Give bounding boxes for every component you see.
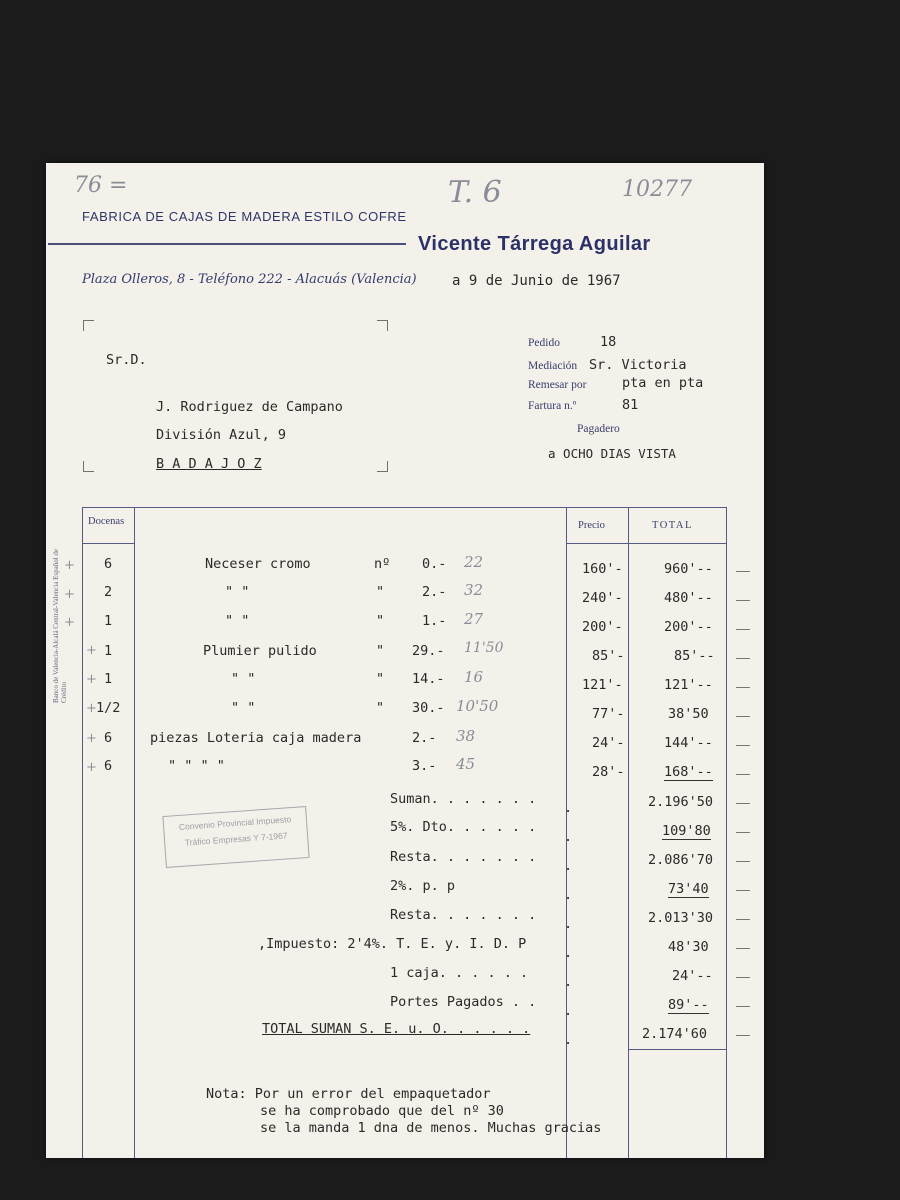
row-qty: 1 — [104, 613, 113, 629]
summary-label: Suman. . . . . . . — [390, 791, 537, 807]
pencil-dash — [736, 977, 750, 978]
col-total-header: TOTAL — [652, 520, 693, 531]
pencil-dash — [736, 600, 750, 601]
row-desc: " " — [225, 584, 250, 600]
row-ref: 3.- — [412, 758, 437, 774]
summary-label: ,Impuesto: 2'4%. T. E. y. I. D. P — [258, 936, 527, 952]
row-ref: 0.- — [422, 556, 447, 572]
stamp-line-1: Convenio Provincial Impuesto — [178, 814, 292, 832]
pencil-dash — [736, 890, 750, 891]
row-handwritten-cost: 10'50 — [456, 697, 499, 715]
row-ref: 1.- — [422, 613, 447, 629]
invoice-paper — [46, 163, 764, 1158]
summary-label: Resta. . . . . . . — [390, 849, 537, 865]
handwritten-note-left: 76 = — [74, 173, 128, 198]
row-total: 85'-- — [674, 648, 715, 664]
pencil-check-mark: + — [64, 558, 75, 573]
col-precio-header: Precio — [578, 520, 605, 531]
total-right-rule — [726, 507, 727, 1158]
row-qty: 6 — [104, 556, 113, 572]
remesar-label: Remesar por — [528, 379, 587, 391]
grand-total-value: 2.174'60 — [642, 1026, 708, 1042]
invoice-date: a 9 de Junio de 1967 — [452, 273, 621, 289]
row-total: 38'50 — [668, 706, 709, 722]
remesar-value: pta en pta — [622, 375, 704, 391]
price-header-rule — [566, 543, 726, 544]
summary-label: 1 caja. . . . . . — [390, 965, 529, 981]
col-docenas-header: Docenas — [88, 516, 125, 527]
row-handwritten-cost: 11'50 — [464, 640, 504, 656]
pencil-check-mark: + — [64, 615, 75, 630]
row-desc: Neceser cromo — [205, 556, 311, 572]
pencil-check-mark: + — [86, 760, 97, 775]
row-handwritten-cost: 32 — [464, 581, 484, 599]
row-no: " — [376, 613, 385, 629]
row-desc: " " " " — [168, 758, 225, 774]
window-corner-bl — [83, 461, 94, 472]
pencil-check-mark: + — [86, 701, 97, 716]
docenas-col-rule — [134, 507, 135, 1158]
summary-value: 2.013'30 — [648, 910, 714, 926]
recipient-city: B A D A J O Z — [156, 456, 262, 472]
row-total: 168'-- — [664, 764, 713, 780]
table-top-rule — [82, 507, 727, 508]
row-price: 160'- — [582, 561, 623, 577]
pencil-dash — [736, 745, 750, 746]
stamp-line-2: Tráfico Empresas Y 7-1967 — [184, 830, 288, 848]
row-no: " — [376, 700, 385, 716]
row-handwritten-cost: 45 — [456, 755, 476, 773]
summary-value: 2.196'50 — [648, 794, 714, 810]
summary-value: 48'30 — [668, 939, 709, 955]
row-qty: 6 — [104, 730, 113, 746]
note-line-1: Nota: Por un error del empaquetador — [206, 1086, 491, 1102]
row-no: nº — [374, 556, 391, 572]
grand-total-rule — [628, 1049, 726, 1050]
note-line-3: se la manda 1 dna de menos. Muchas gracias — [260, 1120, 602, 1136]
pedido-label: Pedido — [528, 337, 560, 349]
row-handwritten-cost: 38 — [456, 727, 476, 745]
pencil-dash — [736, 571, 750, 572]
pencil-dash — [736, 1006, 750, 1007]
pencil-check-mark: + — [64, 587, 75, 602]
summary-label: Resta. . . . . . . — [390, 907, 537, 923]
row-ref: 2.- — [422, 584, 447, 600]
pencil-dash — [736, 861, 750, 862]
pencil-dash — [736, 832, 750, 833]
window-corner-br — [377, 461, 388, 472]
recipient-name: J. Rodriguez de Campano — [156, 399, 343, 415]
row-price: 121'- — [582, 677, 623, 693]
pencil-dash — [736, 948, 750, 949]
summary-value: 24'-- — [672, 968, 713, 984]
summary-label: 2%. p. p — [390, 878, 456, 894]
handwritten-note-mid: T. 6 — [448, 175, 502, 210]
row-ref: 2.- — [412, 730, 437, 746]
pedido-value: 18 — [600, 334, 617, 350]
summary-separator-dots: . . . . . . . . . — [564, 800, 573, 1048]
summary-value: 73'40 — [668, 881, 709, 897]
row-desc: " " — [225, 613, 250, 629]
row-price: 200'- — [582, 619, 623, 635]
row-desc: Plumier pulido — [203, 643, 317, 659]
row-handwritten-cost: 22 — [464, 553, 484, 571]
row-ref: 30.- — [412, 700, 445, 716]
company-line: FABRICA DE CAJAS DE MADERA ESTILO COFRE — [82, 209, 407, 224]
row-total: 144'-- — [664, 735, 713, 751]
row-total: 200'-- — [664, 619, 713, 635]
row-total: 121'-- — [664, 677, 713, 693]
pagadero-value: a OCHO DIAS VISTA — [548, 446, 676, 461]
row-price: 28'- — [592, 764, 625, 780]
pencil-dash — [736, 774, 750, 775]
row-price: 24'- — [592, 735, 625, 751]
summary-value: 2.086'70 — [648, 852, 714, 868]
row-price: 85'- — [592, 648, 625, 664]
row-total: 960'-- — [664, 561, 713, 577]
row-ref: 14.- — [412, 671, 445, 687]
row-price: 77'- — [592, 706, 625, 722]
pencil-dash — [736, 919, 750, 920]
row-desc: " " — [231, 671, 256, 687]
mediacion-label: Mediación — [528, 360, 578, 372]
precio-right-rule — [628, 507, 629, 1158]
row-price: 240'- — [582, 590, 623, 606]
margin-bank-text: Banco de Valencia-Alcalá Central-Valencia Español de Crédito — [52, 549, 68, 703]
header-rule — [48, 243, 406, 245]
window-corner-tl — [83, 320, 94, 331]
row-qty: 2 — [104, 584, 113, 600]
recipient-street: División Azul, 9 — [156, 427, 287, 443]
tax-stamp — [162, 806, 309, 868]
pencil-check-mark: + — [86, 731, 97, 746]
summary-value: 109'80 — [662, 823, 711, 839]
pencil-check-mark: + — [86, 643, 97, 658]
row-total: 480'-- — [664, 590, 713, 606]
pencil-dash — [736, 687, 750, 688]
row-desc: piezas Loteria caja madera — [150, 730, 362, 746]
row-no: " — [376, 584, 385, 600]
address-line: Plaza Olleros, 8 - Teléfono 222 - Alacuás (Valencia) — [82, 272, 417, 287]
row-qty: 6 — [104, 758, 113, 774]
row-handwritten-cost: 16 — [464, 668, 484, 686]
summary-value: 89'-- — [668, 997, 709, 1013]
mediacion-value: Sr. Victoria — [589, 357, 687, 373]
note-line-2: se ha comprobado que del nº 30 — [260, 1103, 504, 1119]
row-no: " — [376, 643, 385, 659]
pencil-dash — [736, 629, 750, 630]
factura-value: 81 — [622, 397, 639, 413]
pencil-dash — [736, 716, 750, 717]
summary-label: 5%. Dto. . . . . . — [390, 819, 537, 835]
pencil-dash — [736, 803, 750, 804]
row-no: " — [376, 671, 385, 687]
table-left-rule — [82, 507, 83, 1158]
row-desc: " " — [231, 700, 256, 716]
row-handwritten-cost: 27 — [464, 610, 484, 628]
pagadero-label: Pagadero — [577, 423, 620, 435]
row-qty: 1 — [104, 643, 113, 659]
summary-label: Portes Pagados . . — [390, 994, 537, 1010]
row-qty: 1 — [104, 671, 113, 687]
salutation: Sr.D. — [106, 352, 147, 368]
handwritten-note-right: 10277 — [622, 177, 692, 202]
grand-total-label: TOTAL SUMAN S. E. u. O. . . . . . — [262, 1021, 531, 1037]
docenas-header-rule — [82, 543, 134, 544]
brand-name: Vicente Tárrega Aguilar — [418, 233, 651, 255]
factura-label: Fartura n.º — [528, 400, 577, 412]
row-ref: 29.- — [412, 643, 445, 659]
pencil-dash — [736, 658, 750, 659]
pencil-check-mark: + — [86, 672, 97, 687]
pencil-dash — [736, 1035, 750, 1036]
window-corner-tr — [377, 320, 388, 331]
row-qty: 1/2 — [96, 700, 121, 716]
